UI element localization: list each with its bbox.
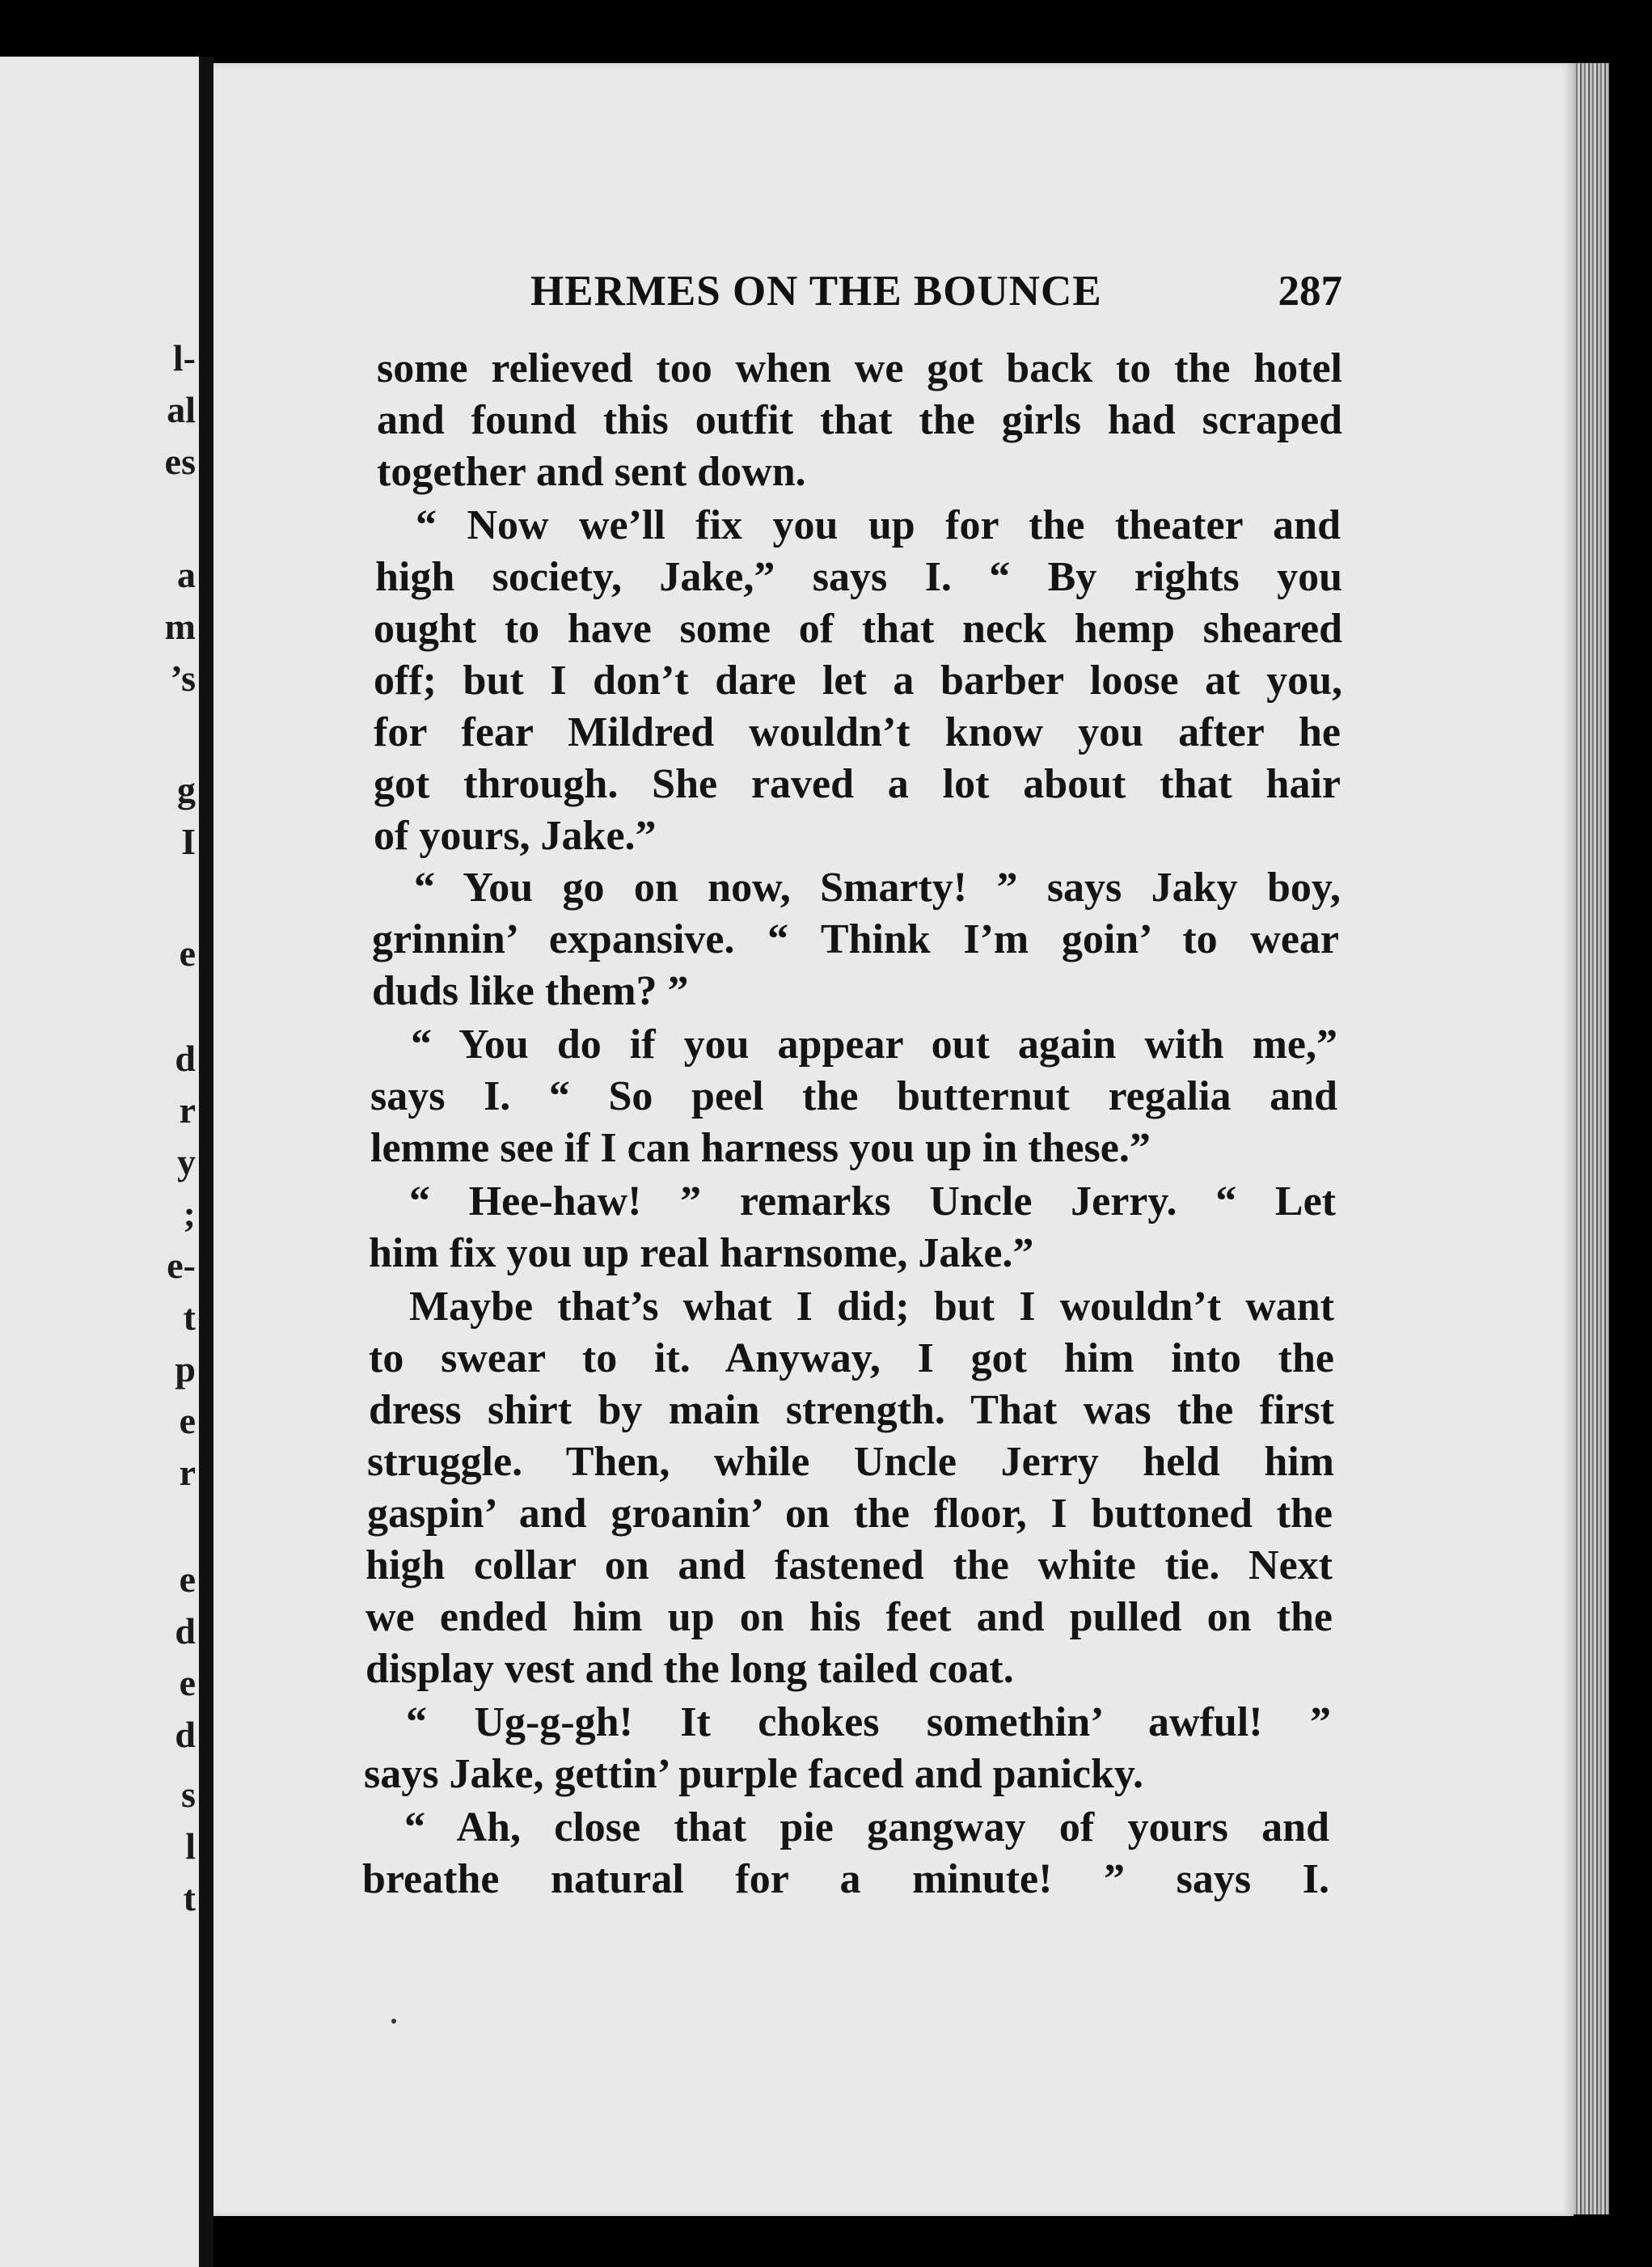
paper-speck [391,2019,396,2024]
text-line: “ You go on now, Smarty! ” says Jaky boy, [414,865,1341,911]
left-page-fragment: g [177,769,196,810]
text-line: for fear Mildred wouldn’t know you after he [374,709,1341,755]
text-line: “ You do if you appear out again with me,” [411,1021,1337,1068]
text-line: display vest and the long tailed coat. [365,1646,1014,1692]
text-line: breathe natural for a minute! ” says I. [362,1856,1329,1902]
left-page-fragment: e [179,1559,196,1600]
text-line: lemme see if I can harness you up in these.” [370,1125,1151,1171]
text-line: to swear to it. Anyway, I got him into the [369,1335,1334,1381]
text-line: “ Ug-g-gh! It chokes somethin’ awful! ” [406,1699,1331,1745]
text-line: says Jake, gettin’ purple faced and panicky. [364,1751,1144,1797]
text-line: high collar on and fastened the white tie. Next [365,1542,1333,1588]
facing-page-edge [0,57,199,2267]
left-page-fragment: a [177,554,196,595]
left-page-fragment: l- [172,337,196,379]
page-header [530,267,1342,324]
page-number: 287 [1278,268,1342,315]
left-page-fragment: y [177,1141,196,1182]
text-line: got through. She raved a lot about that hair [374,761,1341,807]
left-page-fragment: d [175,1714,196,1755]
left-page-fragment: I [181,821,196,862]
text-line: him fix you up real harnsome, Jake.” [369,1230,1034,1276]
left-page-fragment: r [179,1452,196,1493]
text-line: ought to have some of that neck hemp sheared [374,606,1342,652]
text-line: and found this outfit that the girls had scraped [377,397,1342,443]
left-page-fragment: m [164,606,196,647]
left-page-fragment: t [183,1877,196,1918]
text-line: off; but I don’t dare let a barber loose at you, [374,658,1342,704]
left-page-fragment: al [167,389,196,430]
text-line: gaspin’ and groanin’ on the floor, I buttoned the [367,1491,1333,1537]
text-line: struggle. Then, while Uncle Jerry held him [367,1439,1334,1485]
text-line: “ Ah, close that pie gangway of yours and [404,1804,1329,1850]
text-line: high society, Jake,” says I. “ By rights you [375,554,1342,600]
left-page-fragment: p [175,1348,196,1389]
text-line: some relieved too when we got back to the hotel [377,345,1342,391]
text-line: duds like them? ” [372,968,689,1014]
running-head: HERMES ON THE BOUNCE [530,268,1102,315]
left-page-fragment: r [179,1089,196,1131]
left-page-fragment: e [179,933,196,974]
text-line: we ended him up on his feet and pulled on the [365,1594,1333,1640]
text-line: Maybe that’s what I did; but I wouldn’t want [409,1284,1334,1330]
text-line: “ Hee-haw! ” remarks Uncle Jerry. “ Let [409,1178,1336,1224]
book-gutter [199,57,213,2267]
left-page-fragment: es [164,441,196,482]
left-page-fragment: e [179,1662,196,1703]
left-page-fragment: ’s [170,658,196,699]
text-line: “ Now we’ll fix you up for the theater and [416,502,1341,548]
text-line: says I. “ So peel the butternut regalia and [370,1073,1337,1119]
text-line: dress shirt by main strength. That was the first [369,1387,1334,1433]
left-page-fragment: t [183,1296,196,1338]
left-page-fragment: d [175,1610,196,1652]
text-line: of yours, Jake.” [374,813,657,859]
page-edge-stack [1574,63,1609,2214]
left-page-fragment: e [179,1400,196,1441]
left-page-fragment: ; [183,1193,196,1234]
text-line: grinnin’ expansive. “ Think I’m goin’ to wear [372,916,1339,962]
text-line: together and sent down. [377,449,806,495]
left-page-fragment: d [175,1038,196,1079]
left-page-fragment: l [185,1825,196,1867]
left-page-fragment: e- [167,1245,196,1286]
left-page-fragment: s [181,1774,196,1815]
